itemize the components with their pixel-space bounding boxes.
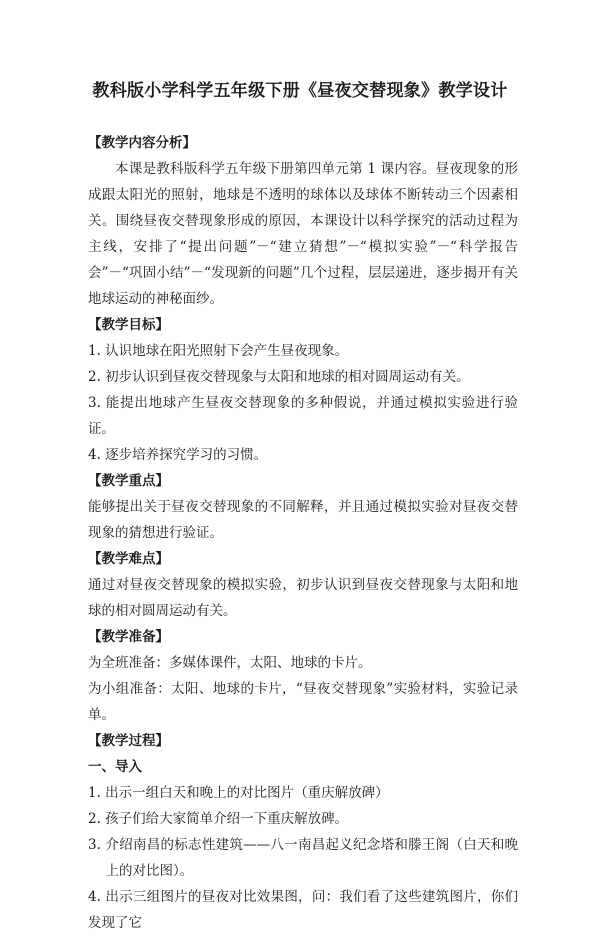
goals-heading: 【教学目标】: [88, 317, 169, 333]
page-title: 教科版小学科学五年级下册《昼夜交替现象》教学设计: [92, 81, 508, 101]
key-points-heading: 【教学重点】: [88, 473, 169, 489]
difficulties-section: [88, 546, 518, 624]
group-preparation: 为小组准备：太阳、地球的卡片，“昼夜交替现象”实验材料，实验记录单。: [88, 681, 518, 723]
difficulties-heading: 【教学难点】: [88, 551, 169, 567]
goal-item: 3. 能提出地球产生昼夜交替现象的多种假说，并通过模拟实验进行验证。: [88, 395, 518, 437]
key-points-section: [88, 468, 518, 546]
process-item: 2. 孩子们给大家简单介绍一下重庆解放碑。: [88, 811, 349, 827]
document-body: [88, 130, 518, 936]
process-item: 3. 介绍南昌的标志性建筑——八一南昌起义纪念塔和滕王阁（白天和晚上的对比图）。: [88, 837, 518, 879]
goal-item: 1. 认识地球在阳光照射下会产生昼夜现象。: [88, 343, 349, 359]
process-subheading: 一、导入: [88, 759, 142, 775]
process-item: 1. 出示一组白天和晚上的对比图片（重庆解放碑）: [88, 785, 389, 801]
key-points-text: 能够提出关于昼夜交替现象的不同解释，并且通过模拟实验对昼夜交替现象的猜想进行验证。: [88, 499, 518, 541]
difficulties-text: 通过对昼夜交替现象的模拟实验，初步认识到昼夜交替现象与太阳和地球的相对圆周运动有关。: [88, 577, 518, 619]
process-heading: 【教学过程】: [88, 733, 169, 749]
preparation-heading: 【教学准备】: [88, 629, 169, 645]
process-item: 4. 出示三组图片的昼夜对比效果图，问：我们看了这些建筑图片，你们发现了它: [88, 889, 518, 931]
goal-item: 2. 初步认识到昼夜交替现象与太阳和地球的相对圆周运动有关。: [88, 369, 470, 385]
content-analysis-text: 本课是教科版科学五年级下册第四单元第 1 课内容。昼夜现象的形成跟太阳光的照射，地球是不透明的球体以及球体不断转动三个因素相关。围绕昼夜交替现象形成的原因，本课设计以科学探究的活动过程为主线，安排了“提出问题”－“建立猜想”－“模拟实验”－“科学报告会”－“巩固小结”－“发现新的问题”几个过程，层层递进，逐步揭开有关地球运动的神秘面纱。: [88, 161, 518, 307]
goals-section: [88, 312, 518, 468]
process-section: [88, 728, 518, 936]
content-analysis-section: [88, 130, 518, 312]
content-analysis-heading: 【教学内容分析】: [88, 135, 196, 151]
class-preparation: 为全班准备：多媒体课件，太阳、地球的卡片。: [88, 655, 372, 671]
goal-item: 4. 逐步培养探究学习的习惯。: [88, 447, 268, 463]
preparation-section: [88, 624, 518, 728]
